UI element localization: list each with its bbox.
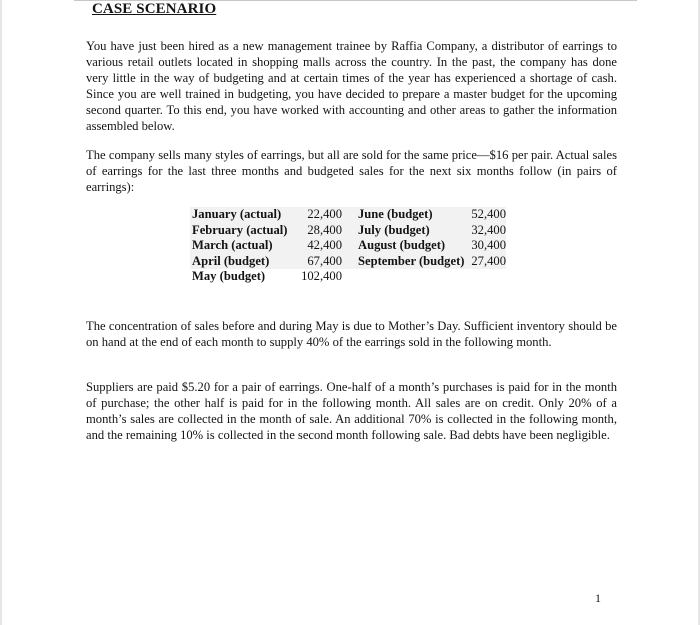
month-label: February (actual) [190, 223, 290, 239]
month-label: July (budget) [346, 223, 466, 239]
month-label: September (budget) [346, 254, 466, 270]
month-value: 52,400 [466, 207, 506, 223]
table-row [190, 207, 506, 223]
suppliers-paragraph: Suppliers are paid $5.20 for a pair of earrings. One-half of a month’s purchases is paid for in the month of purchase; the other half is paid for in the following month. All sales are on credit. Only 20% of a month’s sales are collected in the month of sale. An additional 70% is collected in the following month, and the remaining 10% is collected in the second month following sale. Bad debts have been negligible. [86, 380, 617, 443]
table-row [190, 238, 506, 254]
month-value: 22,400 [290, 207, 346, 223]
sales-paragraph: The company sells many styles of earrings, but all are sold for the same price—$16 per pair. Actual sales of earrings for the last three months and budgeted sales for the next six months follow (in pairs of earrings): [86, 148, 617, 195]
page-left-edge [0, 0, 2, 625]
case-scenario-title: CASE SCENARIO [92, 1, 217, 17]
month-label: May (budget) [192, 269, 266, 283]
page-number: 1 [595, 591, 601, 605]
month-value: 32,400 [466, 223, 506, 239]
month-label: August (budget) [346, 238, 466, 254]
month-value [466, 269, 506, 285]
monthly-sales-table [190, 207, 506, 285]
month-label: March (actual) [190, 238, 290, 254]
concentration-paragraph: The concentration of sales before and during May is due to Mother’s Day. Sufficient inventory should be on hand at the end of each month to supply 40% of the earrings sold in the following month. [86, 319, 617, 350]
table-row [190, 223, 506, 239]
month-value: 102,400 [301, 269, 342, 283]
month-label: June (budget) [346, 207, 466, 223]
month-value: 67,400 [290, 254, 346, 270]
month-label [346, 269, 466, 285]
month-label: January (actual) [190, 207, 290, 223]
month-label: April (budget) [190, 254, 290, 270]
table-row [190, 254, 506, 270]
intro-paragraph: You have just been hired as a new management trainee by Raffia Company, a distributor of earrings to various retail outlets located in shopping malls across the country. In the past, the company has done very little in the way of budgeting and at certain times of the year has experienced a shortage of cash. Since you are well trained in budgeting, you have decided to prepare a master budget for the upcoming second quarter. To this end, you have worked with accounting and other areas to gather the information assembled below. [86, 39, 617, 134]
month-value: 27,400 [466, 254, 506, 270]
month-value: 42,400 [290, 238, 346, 254]
month-value: 30,400 [466, 238, 506, 254]
month-value: 28,400 [290, 223, 346, 239]
table-row [190, 269, 506, 285]
